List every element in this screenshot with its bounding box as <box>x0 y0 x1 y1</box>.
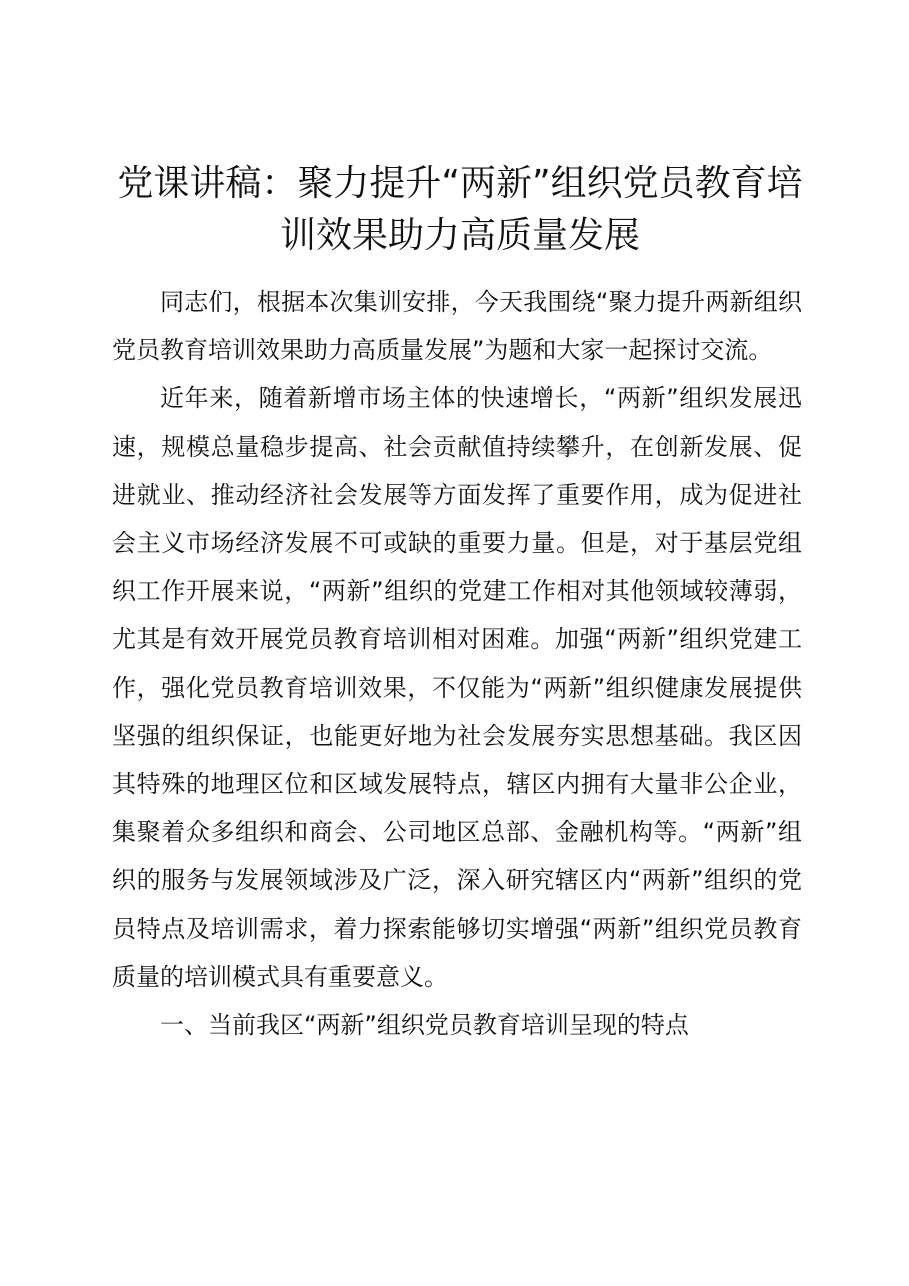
paragraph-background: 近年来，随着新增市场主体的快速增长，“两新”组织发展迅速，规模总量稳步提高、社会贡献值持续攀升，在创新发展、促进就业、推动经济社会发展等方面发挥了重要作用，成为促进社会主义市场经济发展不可或缺的重要力量。但是，对于基层党组织工作开展来说，“两新”组织的党建工作相对其他领域较薄弱，尤其是有效开展党员教育培训相对困难。加强“两新”组织党建工作，强化党员教育培训效果，不仅能为“两新”组织健康发展提供坚强的组织保证，也能更好地为社会发展夯实思想基础。我区因其特殊的地理区位和区域发展特点，辖区内拥有大量非公企业，集聚着众多组织和商会、公司地区总部、金融机构等。“两新”组织的服务与发展领域涉及广泛，深入研究辖区内“两新”组织的党员特点及培训需求，着力探索能够切实增强“两新”组织党员教育质量的培训模式具有重要意义。 <box>112 384 802 991</box>
paragraph-greeting: 同志们，根据本次集训安排，今天我围绕“聚力提升两新组织党员教育培训效果助力高质量发展”为题和大家一起探讨交流。 <box>112 288 802 365</box>
section-heading-1: 一、当前我区“两新”组织党员教育培训呈现的特点 <box>160 1011 689 1040</box>
document-title: 党课讲稿：聚力提升“两新”组织党员教育培训效果助力高质量发展 <box>117 163 803 256</box>
document-body <box>112 278 802 1049</box>
